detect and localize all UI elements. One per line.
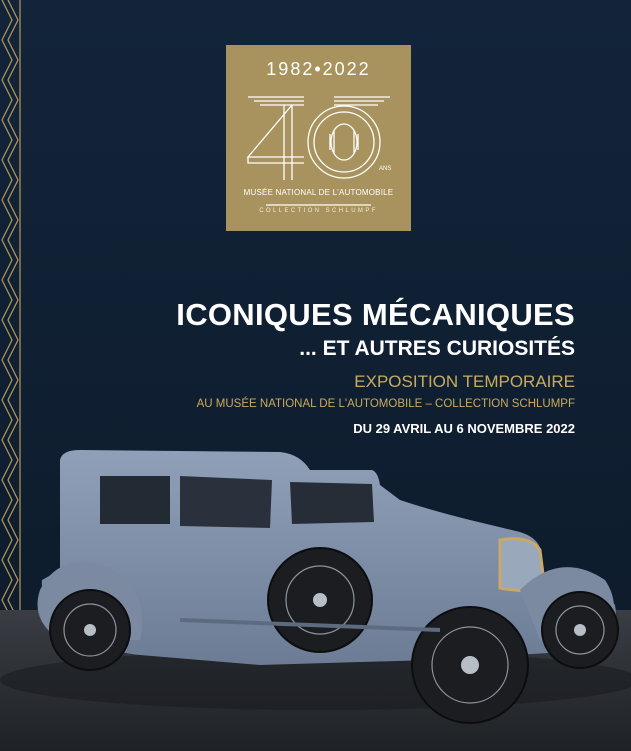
- exhibition-dates: DU 29 AVRIL AU 6 NOVEMBRE 2022: [353, 421, 575, 436]
- exhibition-subtitle: ... ET AUTRES CURIOSITÉS: [299, 337, 575, 360]
- logo-collection-name: COLLECTION SCHLUMPF: [259, 208, 378, 214]
- anniversary-logo: [226, 32, 411, 231]
- vintage-car-photo: [0, 440, 631, 751]
- exhibition-venue: AU MUSÉE NATIONAL DE L'AUTOMOBILE – COLLECTION SCHLUMPF: [196, 398, 575, 410]
- logo-number: 40: [226, 32, 244, 49]
- logo-museum-name: MUSÉE NATIONAL DE L'AUTOMOBILE: [243, 188, 394, 197]
- logo-years: 1982•2022: [266, 59, 371, 79]
- exhibition-type: EXPOSITION TEMPORAIRE: [354, 372, 575, 391]
- logo-40-emblem: [226, 32, 411, 231]
- logo-ans: ANS: [379, 166, 392, 172]
- exhibition-title: ICONIQUES MÉCANIQUES: [176, 297, 575, 332]
